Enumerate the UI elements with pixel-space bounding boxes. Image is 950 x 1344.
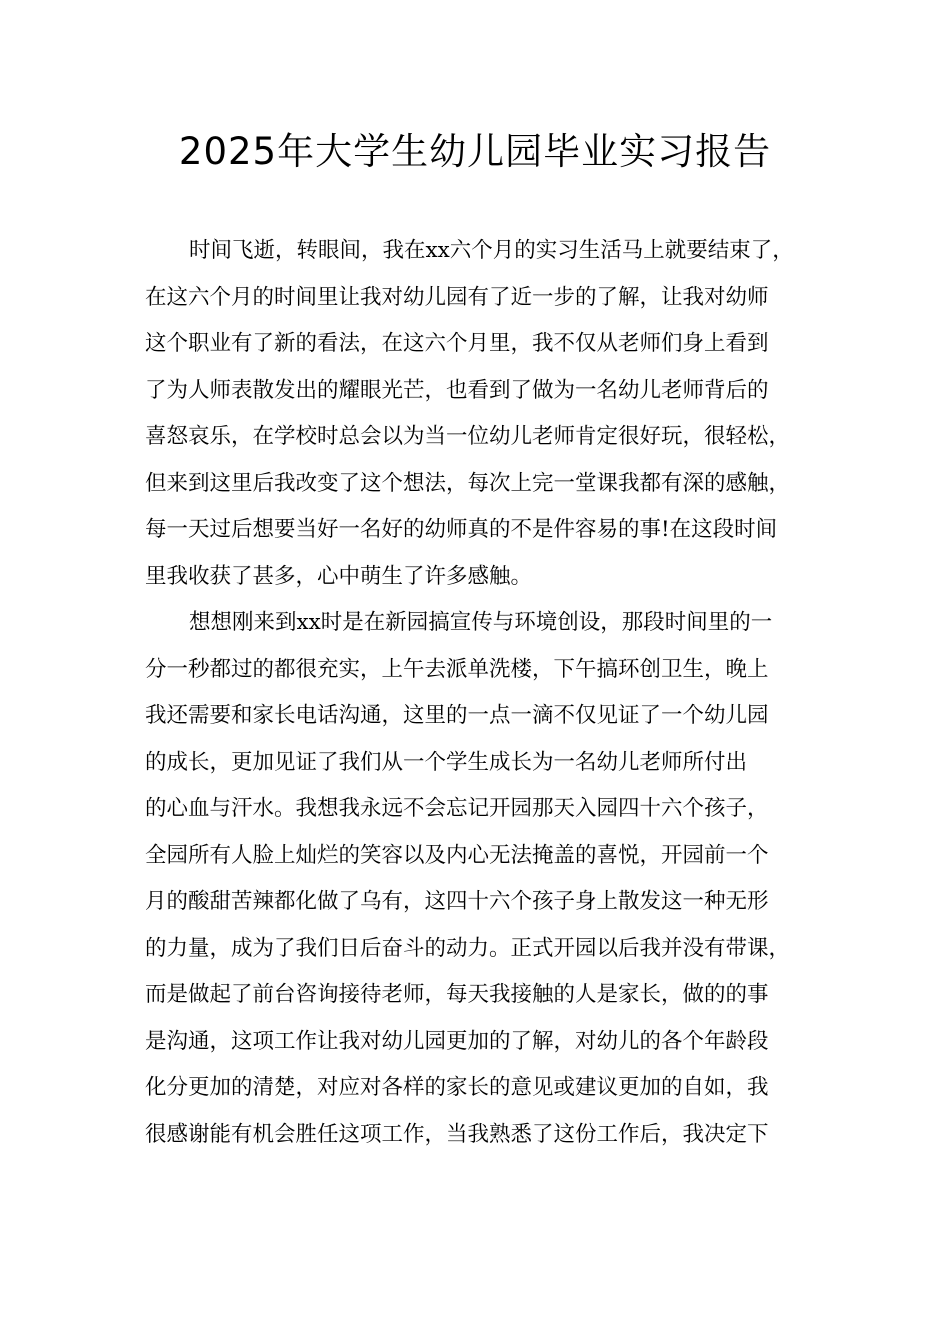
- text-line: 的力量，成为了我们日后奋斗的动力。正式开园以后我并没有带课，: [145, 935, 791, 961]
- text-line: 在这六个月的时间里让我对幼儿园有了近一步的了解，让我对幼师: [145, 284, 769, 310]
- document-title: 2025年大学生幼儿园毕业实习报告: [178, 130, 772, 173]
- text-line: 但来到这里后我改变了这个想法，每次上完一堂课我都有深的感触，: [145, 470, 791, 496]
- text-line: 是沟通，这项工作让我对幼儿园更加的了解，对幼儿的各个年龄段: [145, 1028, 769, 1054]
- text-line: 每一天过后想要当好一名好的幼师真的不是件容易的事!在这段时间: [145, 517, 778, 542]
- text-line: 时间飞逝，转眼间，我在xx六个月的实习生活马上就要结束了，: [189, 238, 794, 263]
- text-line: 很感谢能有机会胜任这项工作，当我熟悉了这份工作后，我决定下: [145, 1121, 769, 1147]
- text-line: 这个职业有了新的看法，在这六个月里，我不仅从老师们身上看到: [145, 331, 769, 356]
- text-line: 我还需要和家长电话沟通，这里的一点一滴不仅见证了一个幼儿园: [145, 703, 769, 728]
- text-line: 的心血与汗水。我想我永远不会忘记开园那天入园四十六个孩子，: [145, 796, 769, 821]
- paragraph-1: [145, 228, 825, 600]
- text-line: 全园所有人脸上灿烂的笑容以及内心无法掩盖的喜悦，开园前一个: [145, 842, 769, 868]
- text-line: 月的酸甜苦辣都化做了乌有，这四十六个孩子身上散发这一种无形: [145, 889, 769, 914]
- text-line: 想想刚来到xx时是在新园搞宣传与环境创设，那段时间里的一: [189, 610, 773, 635]
- text-line: 喜怒哀乐，在学校时总会以为当一位幼儿老师肯定很好玩，很轻松，: [145, 424, 791, 449]
- text-line: 的成长，更加见证了我们从一个学生成长为一名幼儿老师所付出: [145, 749, 748, 775]
- paragraph-2: [145, 600, 825, 1158]
- document-body: [145, 228, 825, 1158]
- text-line: 了为人师表散发出的耀眼光芒，也看到了做为一名幼儿老师背后的: [145, 377, 769, 403]
- text-line: 分一秒都过的都很充实，上午去派单洗楼，下午搞环创卫生，晚上: [145, 656, 769, 682]
- text-line: 化分更加的清楚，对应对各样的家长的意见或建议更加的自如，我: [145, 1075, 769, 1100]
- text-line: 而是做起了前台咨询接待老师，每天我接触的人是家长，做的的事: [145, 982, 769, 1007]
- text-line: 里我收获了甚多，心中萌生了许多感触。: [145, 563, 533, 589]
